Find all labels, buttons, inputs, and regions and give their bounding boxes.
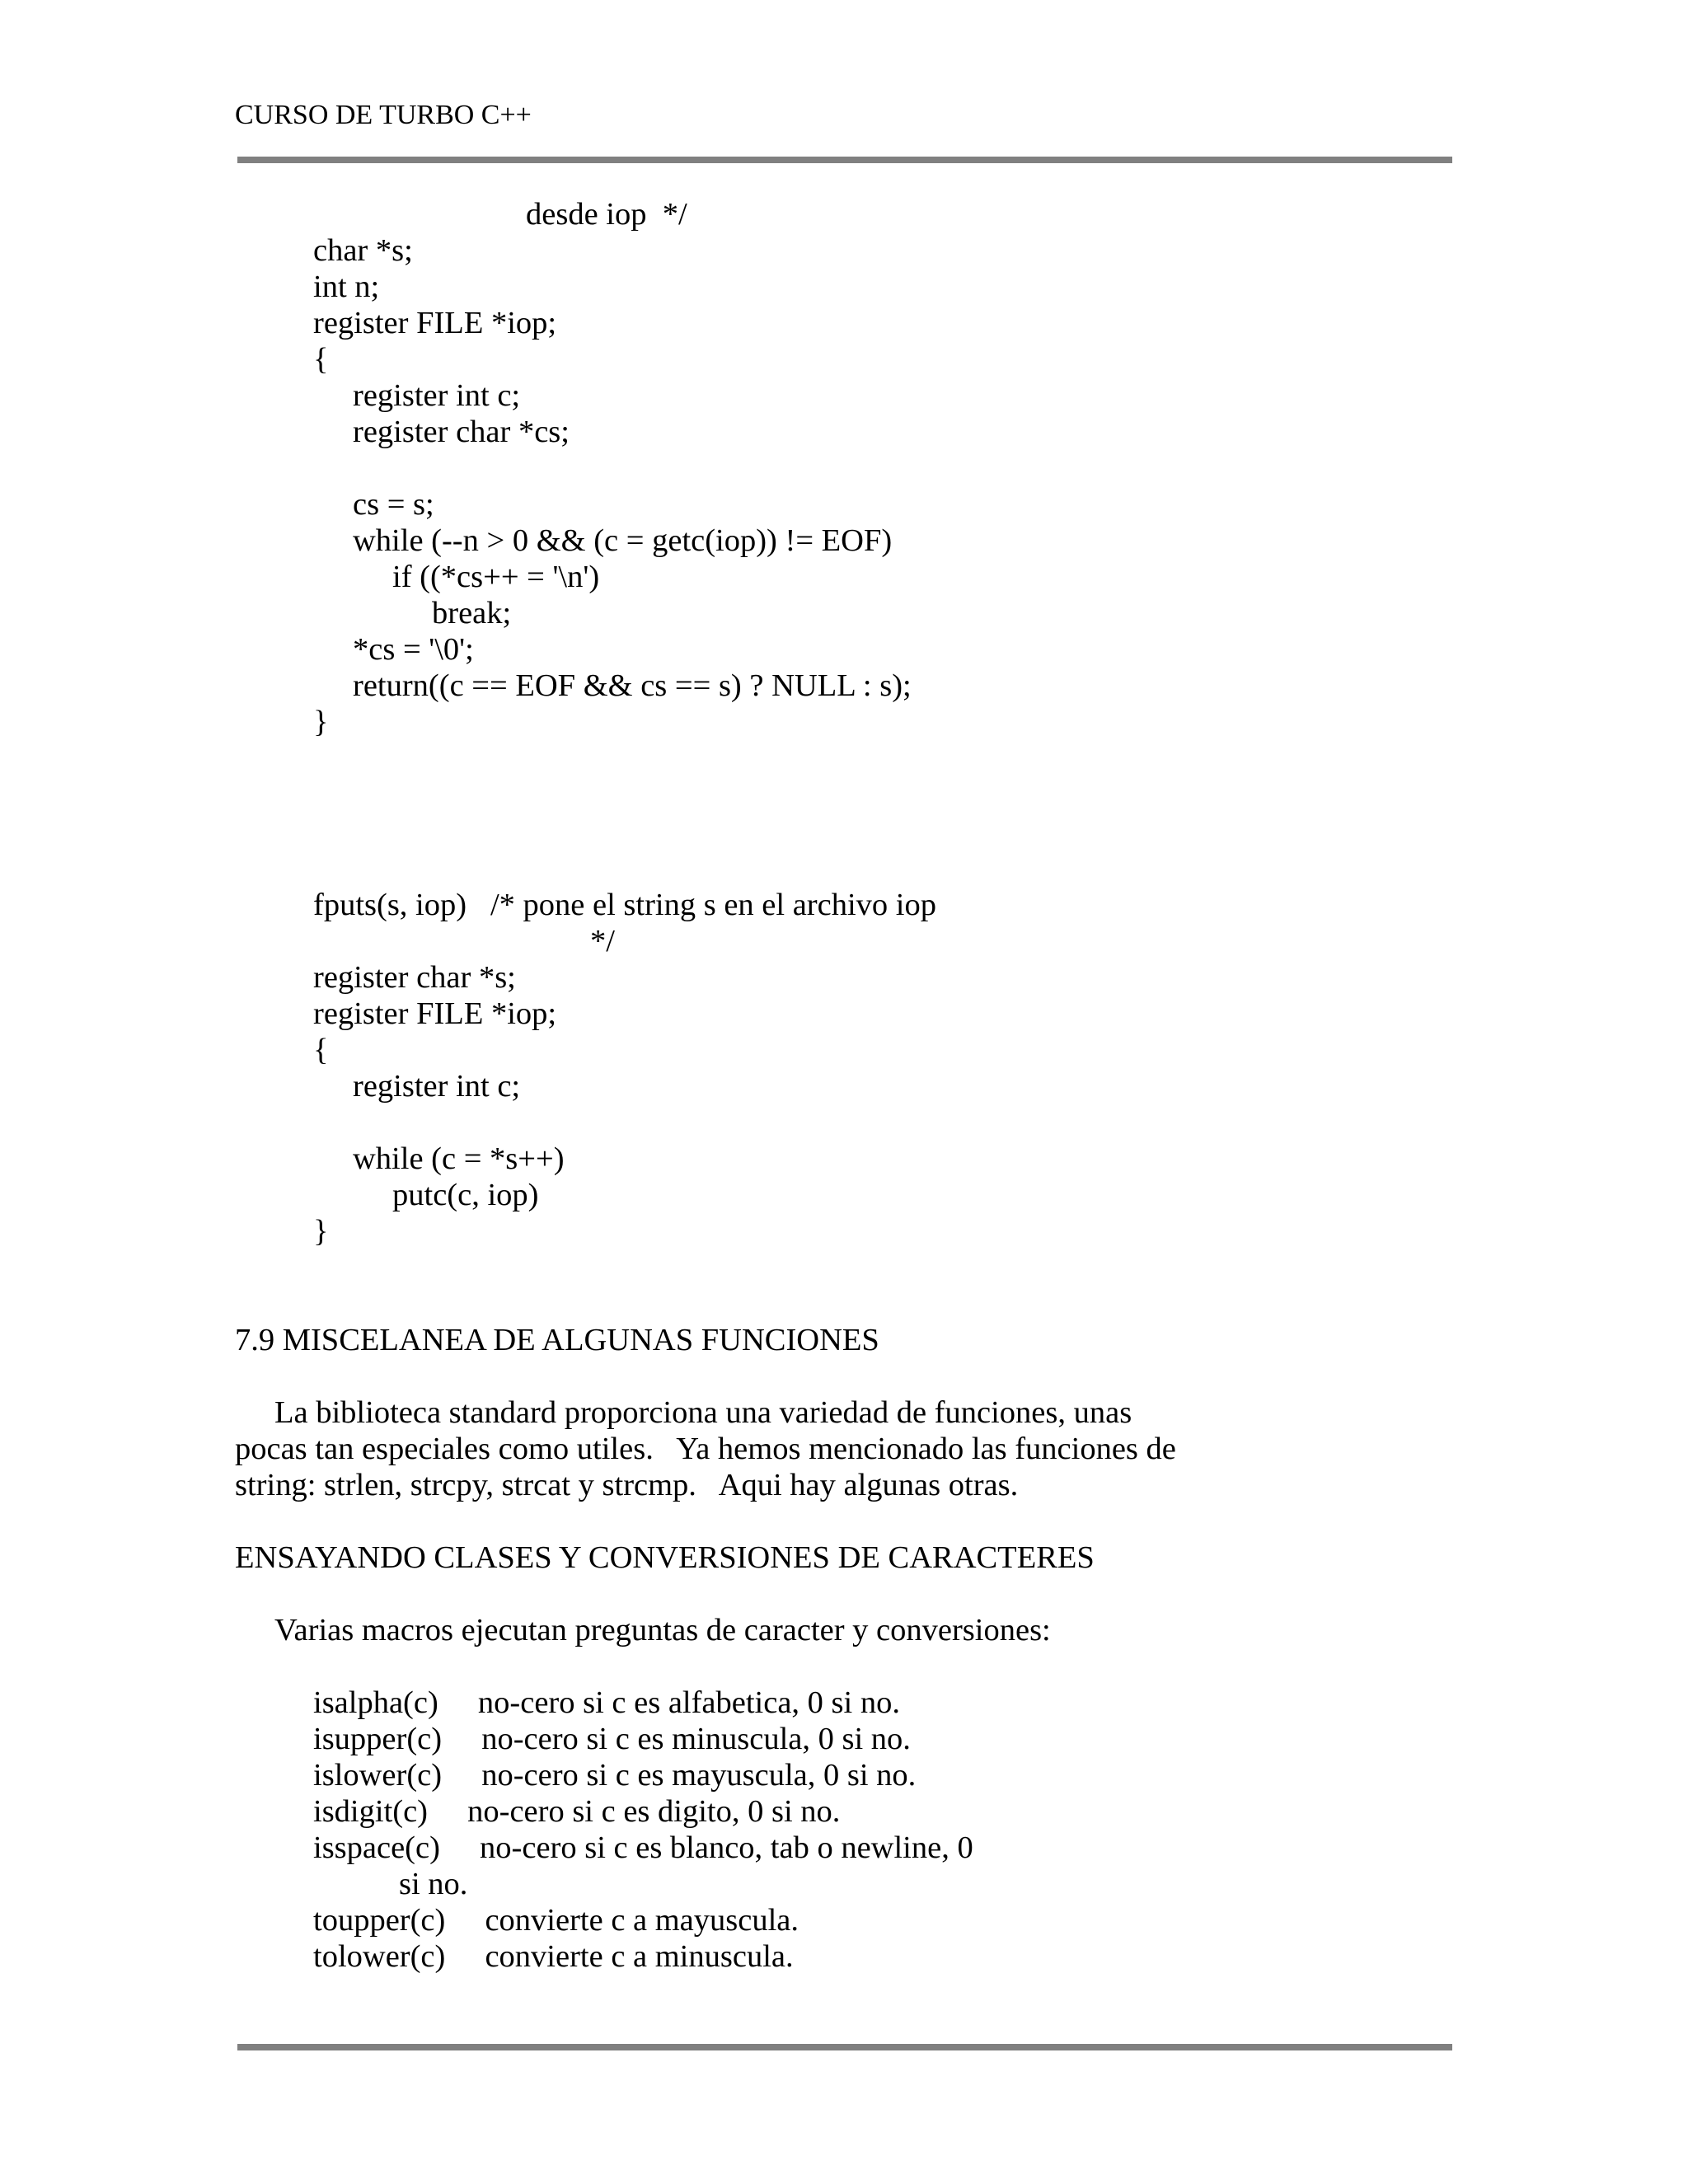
macro-item: toupper(c) convierte c a mayuscula. [313,1903,799,1938]
code-line: fputs(s, iop) /* pone el string s en el archivo iop [313,888,936,922]
code-line: if ((*cs++ = '\n') [392,560,600,594]
header-rule [237,157,1452,163]
code-line: } [313,705,329,739]
code-line: putc(c, iop) [392,1178,539,1212]
code-line: int n; [313,269,380,304]
code-line: } [313,1214,329,1249]
code-line: register int c; [353,1069,521,1104]
code-line: cs = s; [353,487,434,522]
code-line: break; [432,596,512,630]
footer-rule [237,2044,1452,2050]
code-line: desde iop */ [526,197,687,232]
subsection-heading: ENSAYANDO CLASES Y CONVERSIONES DE CARACTERES [235,1540,1095,1575]
code-line: while (c = *s++) [353,1141,565,1176]
code-line: return((c == EOF && cs == s) ? NULL : s); [353,668,912,703]
code-line: register int c; [353,378,521,413]
code-line: register char *s; [313,960,516,995]
macro-item: tolower(c) convierte c a minuscula. [313,1939,794,1974]
code-line: { [313,342,329,377]
paragraph-line: La biblioteca standard proporciona una variedad de funciones, unas [274,1395,1132,1430]
paragraph-line: pocas tan especiales como utiles. Ya hemos mencionado las funciones de [235,1432,1176,1466]
code-line: register FILE *iop; [313,306,557,340]
macro-item: isalpha(c) no-cero si c es alfabetica, 0 si no. [313,1685,900,1720]
code-line: register char *cs; [353,415,570,449]
code-line: */ [590,924,615,958]
macro-item: islower(c) no-cero si c es mayuscula, 0 si no. [313,1758,917,1793]
code-line: while (--n > 0 && (c = getc(iop)) != EOF) [353,523,893,558]
code-line: register FILE *iop; [313,996,557,1031]
subsection-intro: Varias macros ejecutan preguntas de caracter y conversiones: [274,1613,1051,1647]
macro-item: isspace(c) no-cero si c es blanco, tab o newline, 0 [313,1830,973,1865]
code-line: { [313,1033,329,1067]
code-line: *cs = '\0'; [353,632,474,667]
section-heading: 7.9 MISCELANEA DE ALGUNAS FUNCIONES [235,1323,879,1357]
macro-item-continuation: si no. [399,1867,468,1901]
paragraph-line: string: strlen, strcpy, strcat y strcmp. Aqui hay algunas otras. [235,1468,1019,1502]
macro-item: isdigit(c) no-cero si c es digito, 0 si no. [313,1794,841,1829]
code-line: char *s; [313,233,413,268]
macro-item: isupper(c) no-cero si c es minuscula, 0 si no. [313,1722,911,1756]
running-header: CURSO DE TURBO C++ [235,100,532,130]
